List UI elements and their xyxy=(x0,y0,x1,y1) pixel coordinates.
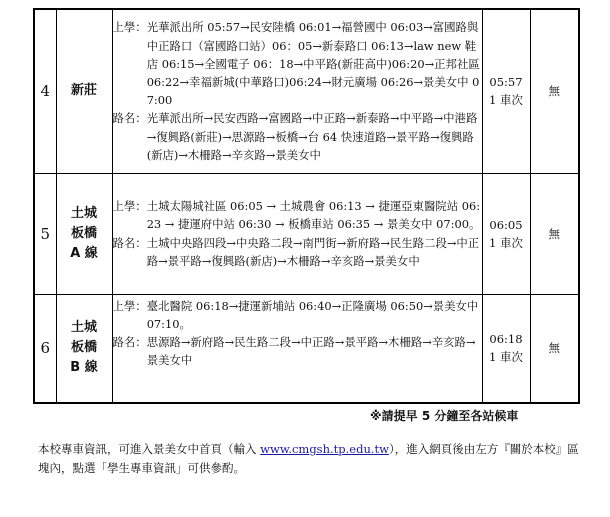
boarding-schedule: 臺北醫院 06:18→捷運新埔站 06:40→正隆廣場 06:50→景美女中 07:10。 xyxy=(146,298,479,331)
footer-text-before: 本校專車資訊，可進入景美女中首頁（輸入 xyxy=(38,442,261,456)
road-list: 思源路→新府路→民生路二段→中正路→景平路→木柵路→辛亥路→景美女中 xyxy=(146,334,476,368)
remark: 無 xyxy=(530,9,579,173)
route-details xyxy=(112,294,482,403)
departure-cell xyxy=(482,9,530,173)
route-row-6 xyxy=(34,294,579,403)
road-label: 路名： xyxy=(112,334,147,349)
arrival-reminder: ※請提早 5 分鐘至各站候車 xyxy=(370,409,519,423)
boarding-stops xyxy=(113,197,482,233)
road-list: 光華派出所→民安西路→富國路→中正路→新泰路→中平路→中港路→復興路(新莊)→思源路→板橋→台 64 快速道路→景平路→復興路(新店)→木柵路→辛亥路→景美女中 xyxy=(146,111,478,162)
route-number: 4 xyxy=(34,9,56,173)
footer-note xyxy=(38,440,583,478)
boarding-label: 上學： xyxy=(112,298,147,313)
departure-time: 06:05 xyxy=(489,217,523,232)
boarding-stops xyxy=(113,18,482,109)
bus-route-table xyxy=(33,8,580,404)
footer-text-after: ），進入網頁後由左方『關於本校』區塊內，點選「學生專車資訊」可供參酌。 xyxy=(38,442,579,475)
route-row-4 xyxy=(34,9,579,173)
school-website-link[interactable]: www.cmgsh.tp.edu.tw xyxy=(260,442,389,456)
departure-time: 06:18 xyxy=(489,332,523,347)
departure-cell xyxy=(482,294,530,403)
boarding-label: 上學： xyxy=(112,199,147,214)
remark: 無 xyxy=(530,294,579,403)
route-name-line: 板橋 xyxy=(70,340,97,356)
route-name-line: B 線 xyxy=(70,360,98,376)
departure-time: 05:57 xyxy=(489,75,523,90)
road-path xyxy=(113,109,482,164)
boarding-stops xyxy=(113,297,482,333)
route-name-line: 板橋 xyxy=(70,225,97,241)
route-name xyxy=(56,173,112,294)
road-path xyxy=(113,333,482,369)
route-details xyxy=(112,173,482,294)
bus-count: 1 車次 xyxy=(489,350,523,365)
boarding-label: 上學： xyxy=(112,20,147,35)
boarding-schedule: 土城太陽城社區 06:05 → 土城農會 06:13 → 捷運亞東醫院站 06:23 → 捷運府中站 06:30 → 板橋車站 06:35 → 景美女中 07:00。 xyxy=(146,199,481,232)
route-row-5 xyxy=(34,173,579,294)
departure-cell xyxy=(482,173,530,294)
route-name xyxy=(56,294,112,403)
route-name: 新莊 xyxy=(56,9,112,173)
route-number: 6 xyxy=(34,294,56,403)
road-label: 路名： xyxy=(112,235,147,250)
route-name-line: 土城 xyxy=(70,205,97,221)
bus-count: 1 車次 xyxy=(489,93,523,108)
road-path xyxy=(113,234,482,270)
road-label: 路名： xyxy=(112,111,147,126)
remark: 無 xyxy=(530,173,579,294)
road-list: 土城中央路四段→中央路二段→南門街→新府路→民生路二段→中正路→景平路→復興路(新店)→木柵路→辛亥路→景美女中 xyxy=(146,235,480,268)
bus-count: 1 車次 xyxy=(489,235,523,250)
route-name-line: A 線 xyxy=(70,245,98,261)
route-name-line: 土城 xyxy=(70,320,97,336)
boarding-schedule: 光華派出所 05:57→民安陸橋 06:01→福營國中 06:03→富國路與中正路口（富國路口站）06：05→新泰路口 06:13→law new 鞋店 06:15→全國電子 06：18→中平路(新莊高中)06:20→正邦社區 06:22→幸福新城(中華路口)06:24→財元廣場 06:26→景美女中 07:00 xyxy=(146,20,480,108)
route-details xyxy=(112,9,482,173)
route-number: 5 xyxy=(34,173,56,294)
